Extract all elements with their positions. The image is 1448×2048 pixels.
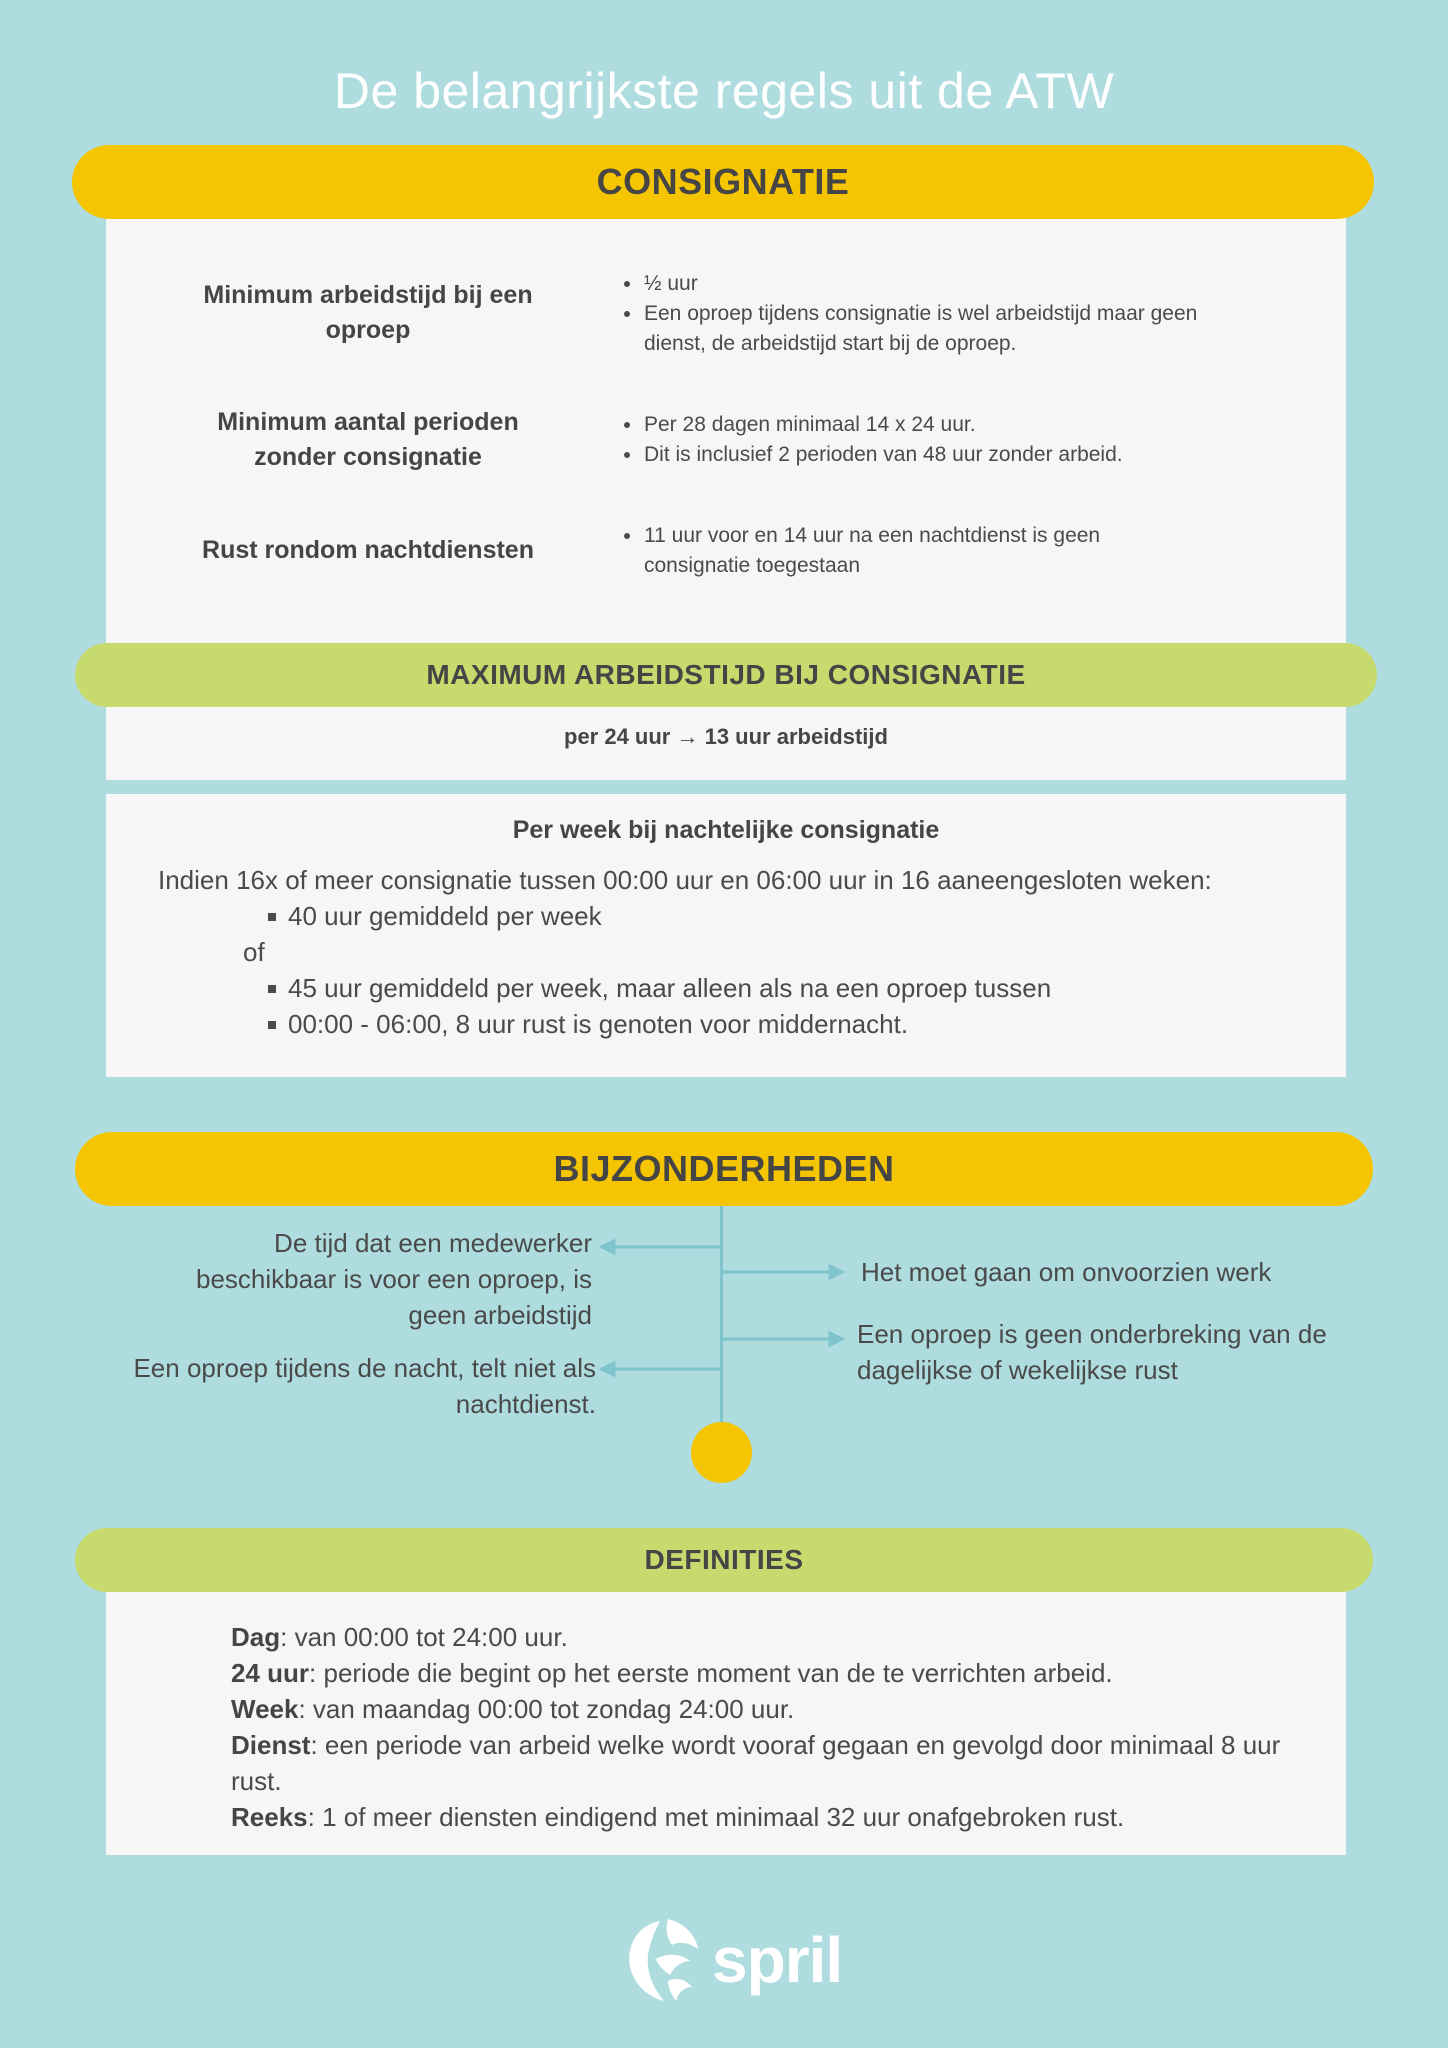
definition-text: : 1 of meer diensten eindigend met minimaal 32 uur onafgebroken rust. [307,1802,1125,1832]
list-item: Per 28 dagen minimaal 14 x 24 uur. [622,410,1262,440]
definition-text: : van maandag 00:00 tot zondag 24:00 uur. [298,1694,795,1724]
definition-term: 24 uur [231,1658,310,1688]
row-label-minimum-perioden: Minimum aantal perioden zonder consignatie [217,408,519,471]
definition-term: Reeks [231,1802,308,1832]
bijzonderheid-left-1: De tijd dat een medewerker beschikbaar is voor een oproep, is geen arbeidstijd [195,1228,592,1330]
list-item: Dit is inclusief 2 perioden van 48 uur zonder arbeid. [622,440,1262,470]
bijzonderheid-right-2: Een oproep is geen onderbreking van de dagelijkse of wekelijkse rust [857,1319,1327,1385]
definition-week [231,1691,1291,1727]
spril-leaf-logo-icon [620,1915,706,2005]
definition-24-uur [231,1655,1291,1691]
footer-brand: spril [712,1923,843,1996]
definition-text: : periode die begint op het eerste moment van de te verrichten arbeid. [309,1658,1113,1688]
arrow-left-2-head [602,1363,614,1375]
arrow-right-1-head [830,1266,842,1278]
definition-reeks [231,1799,1291,1835]
maximum-header-label: MAXIMUM ARBEIDSTIJD BIJ CONSIGNATIE [426,659,1026,690]
list-item: Een oproep tijdens consignatie is wel arbeidstijd maar geen dienst, de arbeidstijd start bij de oproep. [622,299,1262,359]
list-item: 40 uur gemiddeld per week [266,898,602,934]
list-item: 00:00 - 06:00, 8 uur rust is genoten voor middernacht. [266,1006,1266,1042]
week-connector: of [243,937,265,967]
page-title: De belangrijkste regels uit de ATW [333,63,1115,119]
list-item: 45 uur gemiddeld per week, maar alleen als na een oproep tussen [266,970,1266,1006]
bijzonderheid-left-2: Een oproep tijdens de nacht, telt niet als nachtdienst. [133,1353,596,1419]
definities-header [75,1528,1373,1592]
definition-dag [231,1619,1291,1655]
footer-logo [620,1912,850,2007]
definition-dienst [231,1727,1291,1799]
bijzonderheden-header-label: BIJZONDERHEDEN [553,1148,895,1189]
week-heading: Per week bij nachtelijke consignatie [512,816,940,844]
definities-list [231,1619,1291,1835]
bijzonderheid-right-1: Het moet gaan om onvoorzien werk [861,1257,1272,1287]
definition-term: Dag [231,1622,281,1652]
arrow-left-1-head [602,1241,614,1253]
definition-text: : een periode van arbeid welke wordt vooraf gegaan en gevolgd door minimaal 8 uur rust. [231,1730,1281,1796]
row-label-minimum-arbeidstijd: Minimum arbeidstijd bij een oproep [203,281,533,344]
consignatie-header-label: CONSIGNATIE [596,161,850,202]
list-item: 11 uur voor en 14 uur na een nachtdienst is geen consignatie toegestaan [622,521,1182,581]
list-item: ½ uur [622,269,1262,299]
arrow-right-2-head [830,1333,842,1345]
definition-term: Dienst [231,1730,311,1760]
definition-term: Week [231,1694,299,1724]
row-label-rust-nachtdiensten: Rust rondom nachtdiensten [202,536,534,564]
definition-text: : van 00:00 tot 24:00 uur. [280,1622,568,1652]
definities-header-label: DEFINITIES [644,1544,804,1575]
maximum-rule: per 24 uur → 13 uur arbeidstijd [564,724,888,749]
week-intro: Indien 16x of meer consignatie tussen 00:00 uur en 06:00 uur in 16 aaneengesloten weken: [158,865,1212,895]
